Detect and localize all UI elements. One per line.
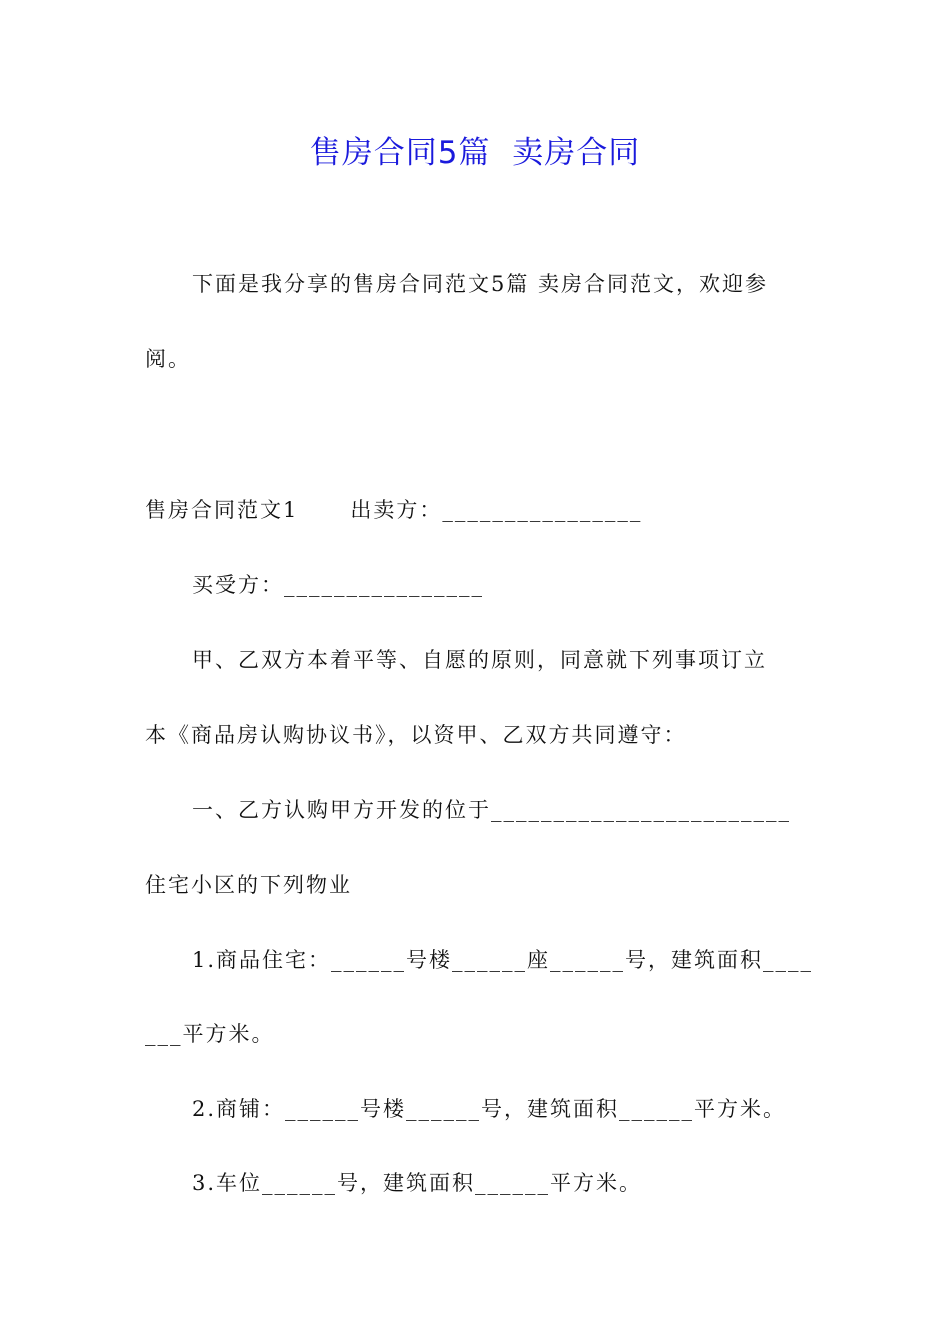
intro-line-2: 阅。 [145,347,191,371]
item-residence-line-2: ___平方米。 [145,1022,275,1046]
clause-1-line-2: 住宅小区的下列物业 [145,873,352,897]
item-parking-line: 3.车位______号，建筑面积______平方米。 [192,1171,643,1195]
intro-line-1: 下面是我分享的售房合同范文5篇 卖房合同范文，欢迎参 [192,272,769,296]
sample-heading-seller: 售房合同范文1 出卖方：________________ [145,498,643,522]
item-shop-line: 2.商铺：______号楼______号，建筑面积______平方米。 [192,1097,787,1121]
item-residence-line-1: 1.商品住宅：______号楼______座______号，建筑面积____ [192,948,814,972]
agreement-line-2: 本《商品房认购协议书》，以资甲、乙双方共同遵守： [145,723,687,747]
document-title: 售房合同5篇 卖房合同 [309,135,641,171]
buyer-line: 买受方：________________ [192,573,484,597]
clause-1-line-1: 一、乙方认购甲方开发的位于________________________ [192,798,791,822]
agreement-line-1: 甲、乙双方本着平等、自愿的原则，同意就下列事项订立 [192,648,767,672]
